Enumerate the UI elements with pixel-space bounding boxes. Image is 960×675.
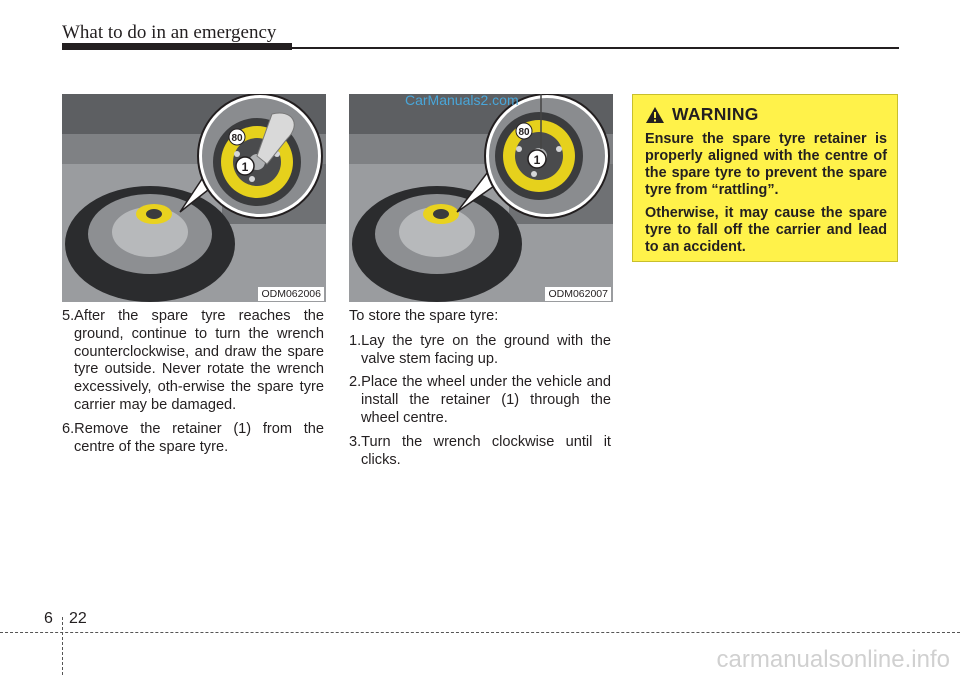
warning-triangle-icon xyxy=(645,106,665,124)
footer-watermark: carmanualsonline.info xyxy=(716,646,950,673)
warning-title: WARNING xyxy=(672,104,759,124)
store-step-1: 1.Lay the tyre on the ground with the valve stem facing up. xyxy=(349,332,611,367)
spare-tyre-illustration xyxy=(62,94,326,302)
tyre-size-label: 80 xyxy=(231,133,243,144)
instructions-middle-column xyxy=(349,308,611,475)
footer-rule xyxy=(0,632,960,633)
step-5: 5.After the spare tyre reaches the ground, continue to turn the wrench counterclockwise, and draw the spare tyre outside. Never rotate the wrench excessively, oth-erwise the spare tyre carrier may be damaged. xyxy=(62,308,324,413)
store-intro: To store the spare tyre: xyxy=(349,308,499,324)
header-rule-thick xyxy=(62,43,292,50)
section-title: What to do in an emergency xyxy=(62,22,277,43)
tyre-size-label: 80 xyxy=(518,127,530,138)
step-6: 6.Remove the retainer (1) from the centre of the spare tyre. xyxy=(62,420,324,455)
figure-code: ODM062006 xyxy=(258,287,324,301)
retainer-callout: 1 xyxy=(533,153,541,167)
warning-header xyxy=(645,104,887,125)
warning-text-2: Otherwise, it may cause the spare tyre to fall off the carrier and lead to an accident. xyxy=(645,205,887,255)
chapter-number: 6 xyxy=(44,610,53,627)
watermark: CarManuals2.com xyxy=(405,92,519,108)
figure-spare-tyre-stored xyxy=(349,94,613,302)
warning-box xyxy=(632,94,898,262)
warning-text-1: Ensure the spare tyre retainer is properly aligned with the centre of the spare tyre to prevent the spare tyre from “rattling”. xyxy=(645,131,887,198)
store-step-2: 2.Place the wheel under the vehicle and install the retainer (1) through the wheel centre. xyxy=(349,374,611,426)
instructions-left-column xyxy=(62,308,324,462)
header-rule xyxy=(290,47,899,49)
figure-spare-tyre-lowered xyxy=(62,94,326,302)
retainer-callout: 1 xyxy=(241,160,249,174)
spare-tyre-illustration xyxy=(349,94,613,302)
footer-divider xyxy=(62,617,63,675)
store-step-3: 3.Turn the wrench clockwise until it clicks. xyxy=(349,433,611,468)
page-number: 22 xyxy=(69,610,87,627)
figure-code: ODM062007 xyxy=(545,287,611,301)
